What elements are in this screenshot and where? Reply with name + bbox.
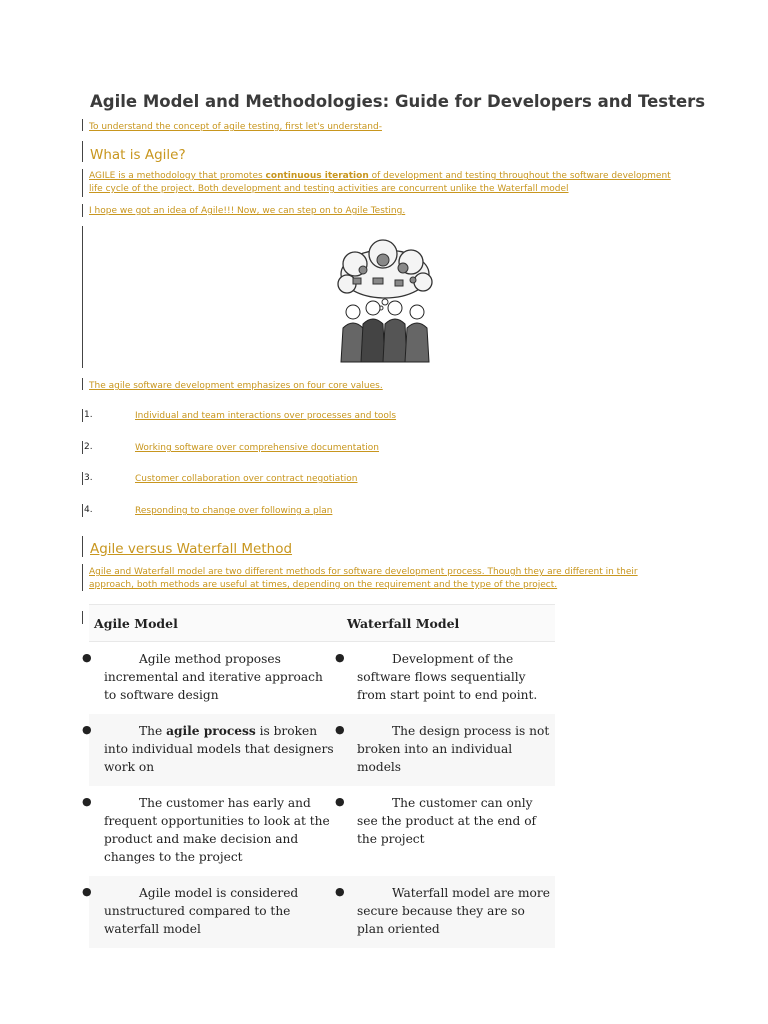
cell-text: The: [139, 724, 167, 738]
list-number: 3.: [84, 473, 93, 483]
waterfall-model-header: Waterfall Model: [342, 605, 555, 642]
core-value-item[interactable]: Working software over comprehensive documentation: [135, 443, 380, 453]
agile-vs-waterfall-paragraph[interactable]: Agile and Waterfall model are two different methods for software development process. Though they are different in their approach, both methods are useful at times, depending on the requirement and the type of the project.: [89, 567, 638, 590]
waterfall-cell: [335, 714, 555, 786]
agile-cell: [82, 714, 342, 786]
core-values-intro-link[interactable]: The agile software development emphasizes on four core values.: [89, 381, 383, 391]
cell-text: is broken into individual models that designers work on: [104, 724, 334, 774]
cell-text: The design process is not broken into an individual models: [357, 724, 550, 774]
list-number: 1.: [84, 410, 93, 420]
left-rule: [82, 119, 83, 131]
what-is-agile-paragraph[interactable]: [89, 170, 679, 196]
page-title: Agile Model and Methodologies: Guide for Developers and Testers: [90, 92, 706, 111]
bullet-icon: ●: [82, 723, 92, 736]
table-row: [89, 642, 555, 715]
table-header-row: [89, 605, 555, 642]
bullet-icon: ●: [82, 885, 92, 898]
bullet-icon: ●: [335, 885, 345, 898]
para-bold-text: continuous iteration: [265, 171, 369, 181]
agile-cell: [82, 876, 342, 948]
left-rule: [82, 564, 83, 591]
cell-text: Agile method proposes incremental and iterative approach to software design: [104, 652, 323, 702]
core-value-item[interactable]: Individual and team interactions over processes and tools: [135, 411, 397, 421]
bullet-icon: ●: [82, 651, 92, 664]
left-rule: [82, 226, 83, 368]
intro-link[interactable]: To understand the concept of agile testing, first let's understand-: [89, 122, 382, 132]
waterfall-cell: [335, 786, 555, 876]
core-value-item[interactable]: Responding to change over following a plan: [135, 506, 333, 516]
table-row: [89, 786, 555, 876]
left-rule: [82, 611, 83, 624]
left-rule: [82, 378, 83, 390]
list-number: 2.: [84, 442, 93, 452]
core-value-item[interactable]: Customer collaboration over contract negotiation: [135, 474, 358, 484]
left-rule: [82, 536, 83, 557]
bullet-icon: ●: [82, 795, 92, 808]
table-row: [89, 876, 555, 948]
agile-model-header: Agile Model: [89, 605, 342, 642]
waterfall-cell: [335, 876, 555, 948]
left-rule: [82, 169, 83, 197]
cell-text: Development of the software flows sequentially from start point to end point.: [357, 652, 538, 702]
left-rule: [82, 204, 83, 217]
cell-text: Agile model is considered unstructured compared to the waterfall model: [104, 886, 299, 936]
left-rule: [82, 472, 83, 485]
bullet-icon: ●: [335, 723, 345, 736]
left-rule: [82, 141, 83, 162]
cell-text: The customer can only see the product at the end of the project: [357, 796, 537, 846]
left-rule: [82, 504, 83, 517]
agile-testing-link[interactable]: I hope we got an idea of Agile!!! Now, we can step on to Agile Testing.: [89, 206, 406, 216]
para-text: AGILE is a methodology that promotes: [89, 171, 266, 181]
team-thinking-gears-illustration: [333, 238, 437, 364]
agile-cell: [82, 642, 342, 715]
waterfall-cell: [335, 642, 555, 715]
comparison-table: [82, 604, 555, 948]
cell-text: The customer has early and frequent opportunities to look at the product and make decision and changes to the project: [104, 796, 330, 864]
table-row: [89, 714, 555, 786]
list-number: 4.: [84, 505, 93, 515]
cell-text: Waterfall model are more secure because they are so plan oriented: [357, 886, 550, 936]
bullet-icon: ●: [335, 651, 345, 664]
cell-bold-text: agile process: [166, 724, 256, 738]
para-text: of development and testing throughout the software development life cycle of the project. Both development and testing activities are concurrent unlike the Waterfall model: [89, 171, 671, 194]
left-rule: [82, 441, 83, 454]
bullet-icon: ●: [335, 795, 345, 808]
agile-cell: [82, 786, 342, 876]
agile-vs-waterfall-heading[interactable]: Agile versus Waterfall Method: [90, 541, 293, 557]
what-is-agile-heading: What is Agile?: [90, 147, 186, 163]
left-rule: [82, 409, 83, 422]
